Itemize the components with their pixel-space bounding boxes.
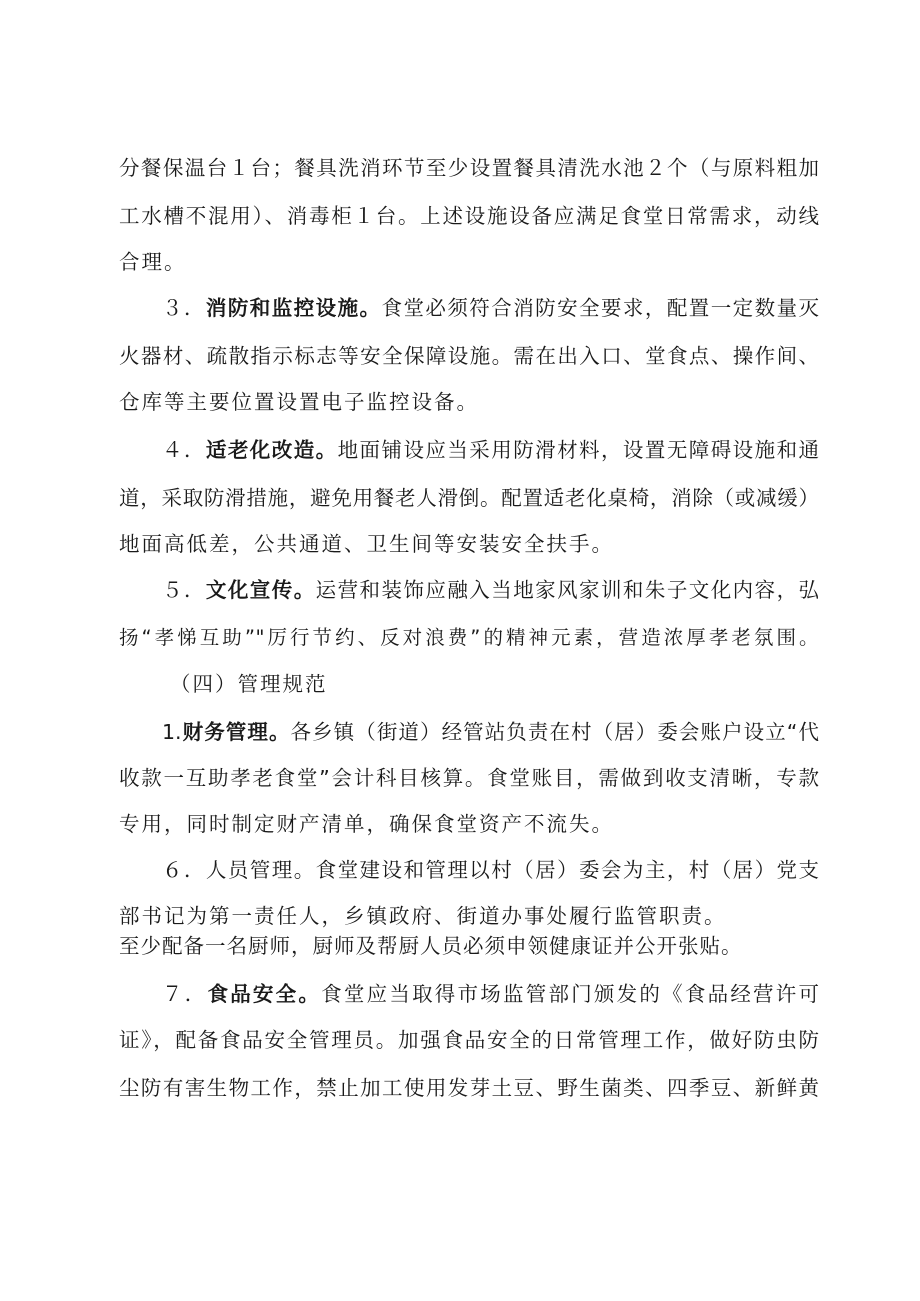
paragraph-line: 分餐保温台１台；餐具洗消环节至少设置餐具清洗水池２个（与原料粗加 bbox=[119, 156, 819, 180]
paragraph-line bbox=[162, 980, 819, 1008]
item-number: ３． bbox=[162, 296, 206, 320]
item-text: 各乡镇（街道）经管站负责在村（居）委会账户设立“代 bbox=[290, 720, 820, 744]
paragraph-line bbox=[162, 856, 819, 884]
paragraph-line bbox=[162, 294, 819, 322]
item-text: 地面铺设应当采用防滑材料，设置无障碍设施和通 bbox=[337, 438, 820, 462]
paragraph-line: 道，采取防滑措施，避免用餐老人滑倒。配置适老化桌椅，消除（或减缓） bbox=[119, 486, 819, 510]
paragraph-line bbox=[162, 718, 819, 746]
item-number: ６． bbox=[162, 858, 206, 882]
item-text: 人员管理。食堂建设和管理以村（居）委会为主，村（居）党支 bbox=[205, 858, 820, 882]
paragraph-line: 合理。 bbox=[119, 250, 187, 274]
item-text: 食堂必须符合消防安全要求，配置一定数量灭 bbox=[381, 296, 820, 320]
paragraph-line: 至少配备一名厨师，厨师及帮厨人员必须申领健康证并公开张贴。 bbox=[119, 934, 743, 958]
paragraph-line: 仓库等主要位置设置电子监控设备。 bbox=[119, 390, 479, 414]
paragraph-line: 工水槽不混用）、消毒柜１台。上述设施设备应满足食堂日常需求，动线 bbox=[119, 204, 819, 228]
paragraph-line bbox=[162, 436, 819, 464]
item-heading: 文化宣传。 bbox=[205, 578, 316, 602]
paragraph-line: 尘防有害生物工作，禁止加工使用发芽土豆、野生菌类、四季豆、新鲜黄 bbox=[119, 1076, 819, 1100]
item-text: 食堂应当取得市场监管部门颁发的《食品经营许可 bbox=[321, 982, 820, 1006]
paragraph-line: 部书记为第一责任人，乡镇政府、街道办事处履行监管职责。 bbox=[119, 904, 727, 928]
item-number: 1. bbox=[162, 720, 182, 744]
section-heading: （四）管理规范 bbox=[170, 672, 328, 696]
item-number: ７． bbox=[162, 982, 208, 1006]
item-heading: 食品安全。 bbox=[207, 982, 322, 1006]
paragraph-line: 火器材、疏散指示标志等安全保障设施。需在出入口、堂食点、操作间、 bbox=[119, 344, 819, 368]
paragraph-line: 扬“孝悌互助”"厉行节约、反对浪费”的精神元素，营造浓厚孝老氛围。 bbox=[119, 626, 819, 649]
paragraph-line: 地面高低差，公共通道、卫生间等安装安全扶手。 bbox=[119, 532, 614, 556]
paragraph-line: 专用，同时制定财产清单，确保食堂资产不流失。 bbox=[119, 812, 614, 836]
item-number: ５． bbox=[162, 578, 206, 602]
paragraph-line: 收款一互助孝老食堂”会计科目核算。食堂账目，需做到收支清晰，专款 bbox=[119, 766, 819, 790]
item-text: 运营和装饰应融入当地家风家训和朱子文化内容，弘 bbox=[315, 578, 820, 602]
paragraph-line: 证》，配备食品安全管理员。加强食品安全的日常管理工作，做好防虫防 bbox=[119, 1028, 819, 1052]
item-heading: 消防和监控设施。 bbox=[205, 296, 382, 320]
paragraph-line bbox=[162, 576, 819, 604]
item-heading: 财务管理。 bbox=[181, 720, 291, 744]
item-heading: 适老化改造。 bbox=[205, 438, 338, 462]
item-number: ４． bbox=[162, 438, 206, 462]
